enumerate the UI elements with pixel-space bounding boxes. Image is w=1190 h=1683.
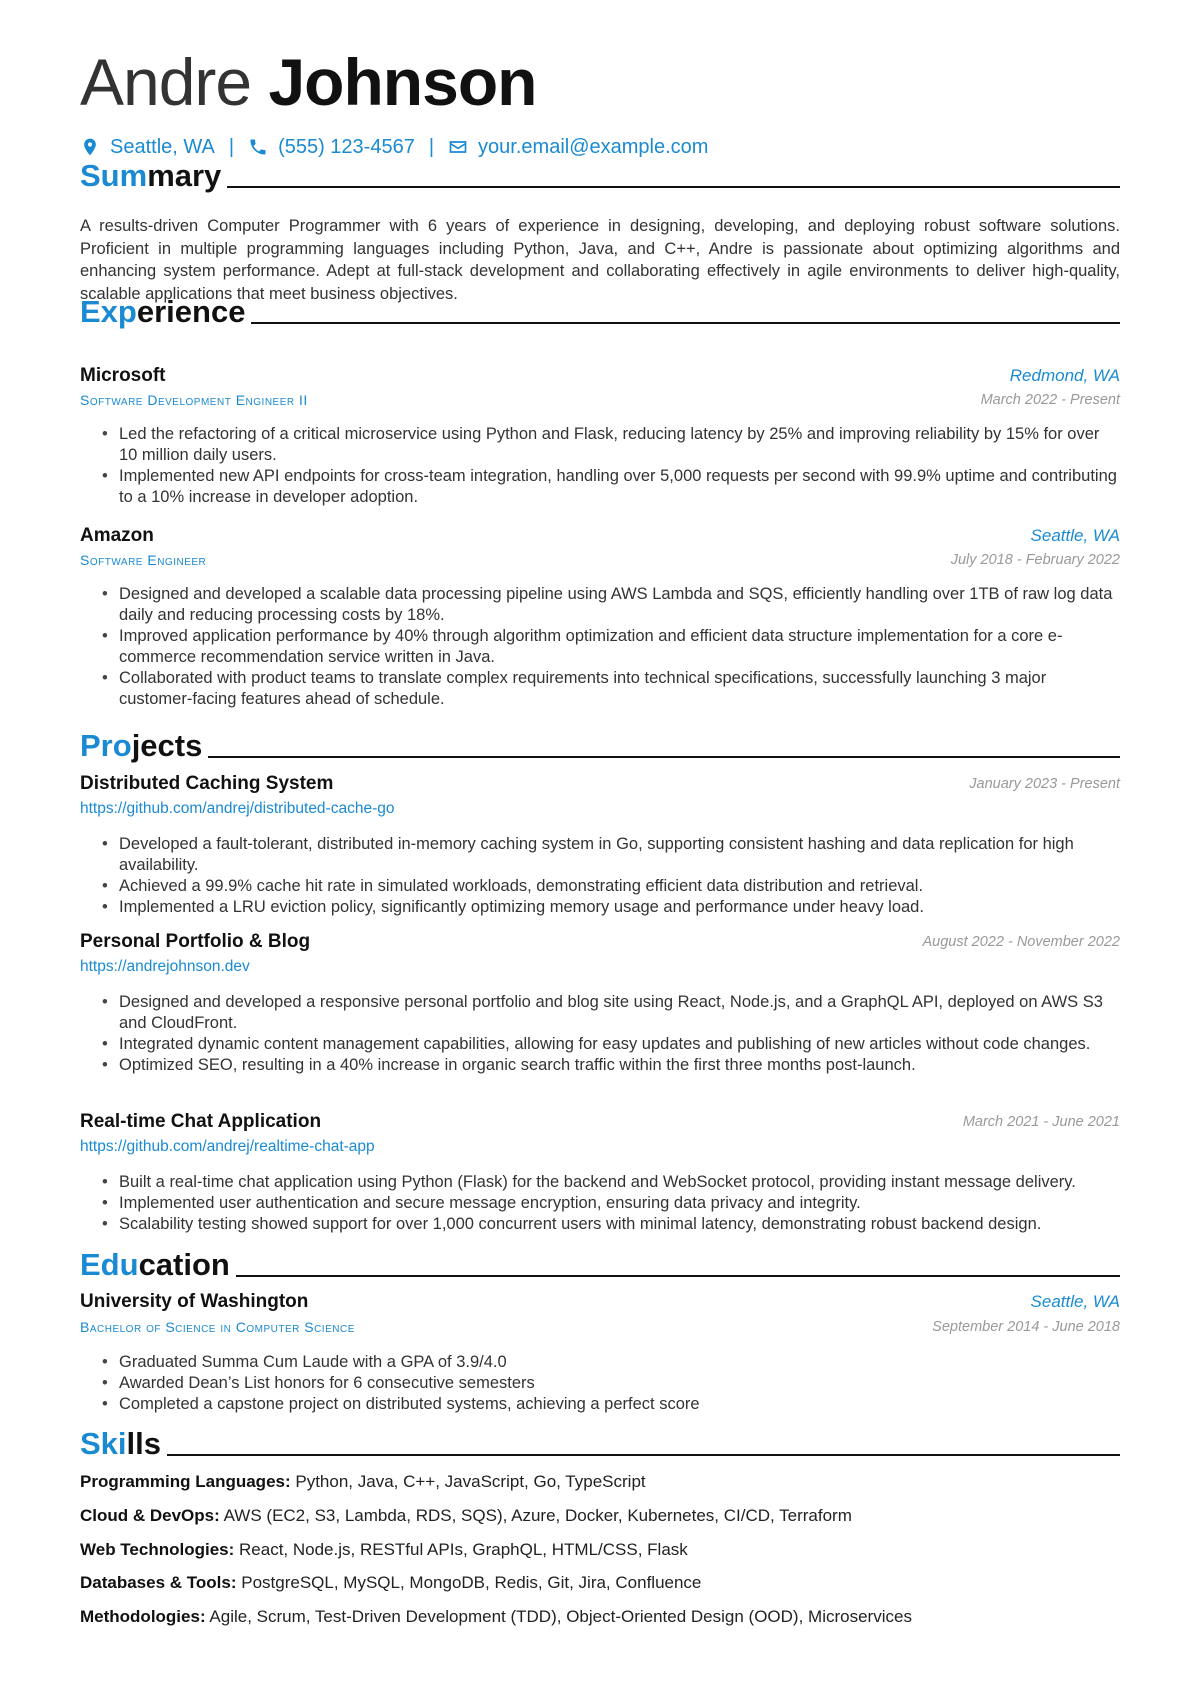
experience-heading: Experience (80, 290, 1120, 330)
location-text: Seattle, WA (110, 136, 215, 158)
list-item: • Designed and developed a responsive personal portfolio and blog site using React, Node.js, and a GraphQL API, deployed on AWS S3 and CloudFront. (80, 992, 1120, 1034)
job-dates: March 2022 - Present (980, 392, 1120, 408)
school-location: Seattle, WA (1030, 1292, 1120, 1311)
experience-entry-header (80, 524, 1120, 548)
list-item: • Led the refactoring of a critical microservice using Python and Flask, reducing latency by 25% and improving reliability by 15% for over 10 million daily users. (80, 424, 1120, 466)
section-rule (227, 186, 1120, 188)
project-name: Real-time Chat Application (80, 1111, 322, 1132)
list-item: • Developed a fault-tolerant, distributed in-memory caching system in Go, supporting consistent hashing and data replication for high availability. (80, 834, 1120, 876)
education-heading: Education (80, 1243, 1120, 1283)
skill-row: Web Technologies: React, Node.js, RESTful APIs, GraphQL, HTML/CSS, Flask (80, 1540, 688, 1559)
first-name: Andre (80, 45, 252, 119)
list-item: • Improved application performance by 40% through algorithm optimization and efficient data structure implementation for a core e-commerce recommendation service written in Java. (80, 626, 1120, 668)
job-title: Software Development Engineer II (80, 392, 308, 408)
skill-row: Databases & Tools: PostgreSQL, MySQL, MongoDB, Redis, Git, Jira, Confluence (80, 1573, 702, 1592)
summary-heading: Summary (80, 154, 1120, 194)
contact-separator: | (428, 136, 435, 158)
experience-entry-sub (80, 390, 1120, 410)
section-rule (251, 322, 1120, 324)
phone-text: (555) 123-4567 (278, 136, 415, 158)
skill-row: Methodologies: Agile, Scrum, Test-Driven Development (TDD), Object-Oriented Design (OOD), Microservices (80, 1607, 912, 1626)
section-rule (236, 1275, 1120, 1277)
contact-separator: | (228, 136, 235, 158)
list-item: • Integrated dynamic content management capabilities, allowing for easy updates and publishing of new articles without code changes. (80, 1034, 1120, 1055)
list-item: • Built a real-time chat application using Python (Flask) for the backend and WebSocket protocol, providing instant message delivery. (80, 1172, 1120, 1193)
list-item: • Awarded Dean’s List honors for 6 consecutive semesters (80, 1373, 1120, 1394)
list-item: • Completed a capstone project on distributed systems, achieving a perfect score (80, 1394, 1120, 1415)
project-bullets (80, 992, 1120, 1076)
experience-bullets (80, 584, 1120, 710)
project-entry-header (80, 772, 1120, 796)
education-entry-sub (80, 1317, 1120, 1337)
education-dates: September 2014 - June 2018 (932, 1319, 1120, 1335)
project-dates: August 2022 - November 2022 (922, 934, 1120, 950)
project-bullets (80, 834, 1120, 918)
project-dates: March 2021 - June 2021 (962, 1114, 1120, 1130)
education-entry-header (80, 1290, 1120, 1314)
list-item: • Implemented user authentication and secure message encryption, ensuring data privacy and integrity. (80, 1193, 1120, 1214)
project-name: Personal Portfolio & Blog (80, 931, 311, 952)
job-location: Seattle, WA (1030, 526, 1120, 545)
list-item: • Scalability testing showed support for over 1,000 concurrent users with minimal latency, demonstrating robust backend design. (80, 1214, 1120, 1235)
project-name: Distributed Caching System (80, 773, 334, 794)
project-link[interactable]: https://andrejohnson.dev (80, 958, 250, 975)
candidate-name (80, 42, 536, 122)
job-location: Redmond, WA (1009, 366, 1120, 385)
degree-title: Bachelor of Science in Computer Science (80, 1319, 355, 1335)
list-item: • Implemented new API endpoints for cross-team integration, handling over 5,000 requests per second with 99.9% uptime and contributing to a 10% increase in developer adoption. (80, 466, 1120, 508)
experience-entry-sub (80, 550, 1120, 570)
skills-heading: Skills (80, 1422, 1120, 1462)
project-link[interactable]: https://github.com/andrej/distributed-cache-go (80, 800, 395, 817)
project-entry-sub (80, 1137, 1120, 1157)
project-entry-header (80, 1110, 1120, 1134)
section-rule (167, 1454, 1120, 1456)
company-name: Amazon (80, 525, 154, 546)
skill-row: Cloud & DevOps: AWS (EC2, S3, Lambda, RDS, SQS), Azure, Docker, Kubernetes, CI/CD, Terraform (80, 1506, 852, 1525)
experience-bullets (80, 424, 1120, 508)
section-rule (208, 756, 1120, 758)
list-item: • Optimized SEO, resulting in a 40% increase in organic search traffic within the first three months post-launch. (80, 1055, 1120, 1076)
email-text: your.email@example.com (478, 136, 709, 158)
project-link[interactable]: https://github.com/andrej/realtime-chat-app (80, 1138, 375, 1155)
school-name: University of Washington (80, 1291, 309, 1312)
project-entry-sub (80, 799, 1120, 819)
summary-text: A results-driven Computer Programmer with 6 years of experience in designing, developing, and deploying robust software solutions. Proficient in multiple programming languages including Python, Java, and C++, Andre is passionate about optimizing algorithms and enhancing system performance. Adept at full-stack development and collaborating effectively in agile environments to deliver high-quality, scalable applications that meet business objectives. (80, 217, 1120, 303)
project-entry-sub (80, 957, 1120, 977)
experience-entry-header (80, 364, 1120, 388)
list-item: • Collaborated with product teams to translate complex requirements into technical specifications, successfully launching 3 major customer-facing features ahead of schedule. (80, 668, 1120, 710)
project-dates: January 2023 - Present (969, 776, 1120, 792)
list-item: • Achieved a 99.9% cache hit rate in simulated workloads, demonstrating efficient data distribution and retrieval. (80, 876, 1120, 897)
skill-row: Programming Languages: Python, Java, C++, JavaScript, Go, TypeScript (80, 1472, 646, 1491)
job-title: Software Engineer (80, 552, 207, 568)
job-dates: July 2018 - February 2022 (950, 552, 1120, 568)
projects-heading: Projects (80, 724, 1120, 764)
project-entry-header (80, 930, 1120, 954)
list-item: • Graduated Summa Cum Laude with a GPA of 3.9/4.0 (80, 1352, 1120, 1373)
list-item: • Implemented a LRU eviction policy, significantly optimizing memory usage and performance under heavy load. (80, 897, 1120, 918)
last-name: Johnson (268, 45, 537, 119)
company-name: Microsoft (80, 365, 166, 386)
education-bullets (80, 1352, 1120, 1415)
project-bullets (80, 1172, 1120, 1235)
list-item: • Designed and developed a scalable data processing pipeline using AWS Lambda and SQS, efficiently handling over 1TB of raw log data daily and reducing processing costs by 18%. (80, 584, 1120, 626)
